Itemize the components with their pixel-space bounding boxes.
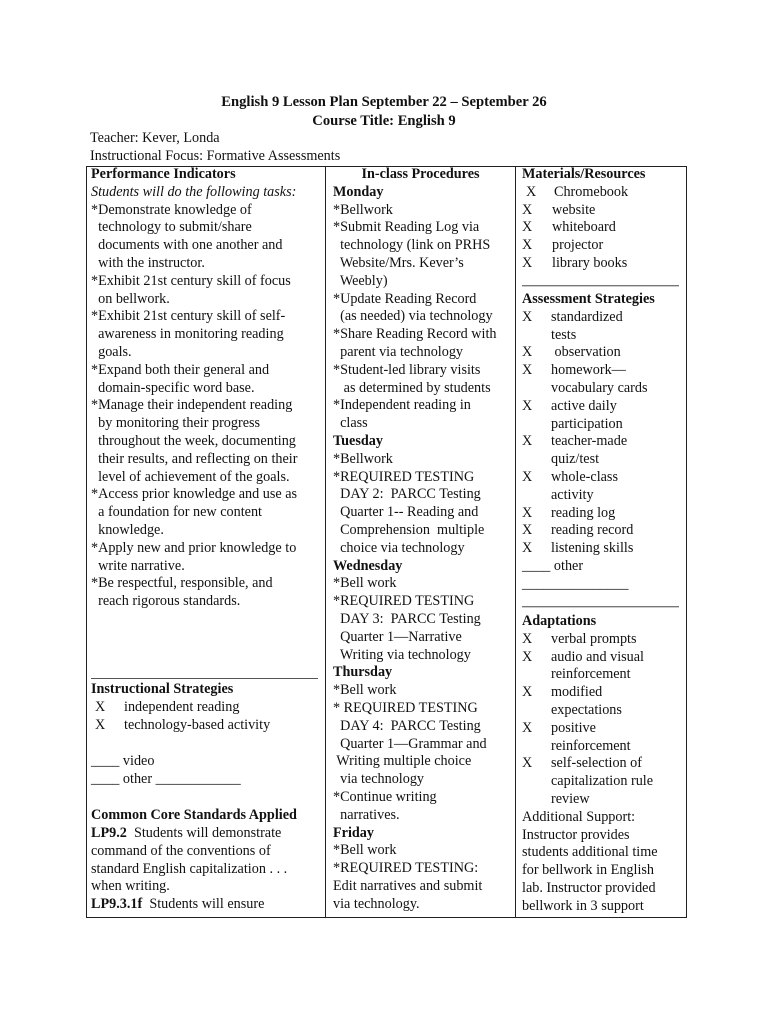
performance-line: awareness in monitoring reading [91, 326, 284, 343]
procedure-line: *Bellwork [333, 450, 393, 467]
procedure-line: Edit narratives and submit [333, 878, 483, 894]
procedure-line: *REQUIRED TESTING [333, 593, 475, 610]
assessment-label: whole-class [551, 469, 618, 485]
support-line: Additional Support: [522, 808, 636, 825]
support-line: Instructor provides [522, 826, 630, 843]
assessment-label: vocabulary cards [551, 380, 648, 396]
material-label: whiteboard [552, 219, 616, 236]
strategy-label: independent reading [124, 698, 240, 715]
adaptation-label: capitalization rule [551, 773, 654, 790]
day-heading: Tuesday [333, 433, 383, 449]
strategy-mark: X [95, 716, 106, 733]
standard-text: Students will demonstrate [126, 825, 282, 841]
support-line: for bellwork in English [522, 862, 655, 879]
performance-heading: Performance Indicators [91, 166, 236, 182]
strategies-heading: Instructional Strategies [91, 681, 234, 697]
adaptation-label: reinforcement [551, 666, 631, 683]
material-label: website [552, 201, 596, 218]
procedure-line: Weebly) [333, 272, 388, 289]
assessment-label: participation [551, 415, 623, 432]
procedure-line: choice via technology [333, 539, 465, 556]
assessment-label: reading log [551, 504, 616, 521]
procedure-line: (as needed) via technology [333, 308, 493, 325]
adaptation-mark: X [522, 630, 533, 647]
performance-line: goals. [91, 344, 132, 360]
procedure-line: class [333, 415, 368, 432]
adaptation-label: reinforcement [551, 737, 631, 754]
material-mark: X [526, 183, 537, 200]
performance-line: on bellwork. [91, 290, 170, 307]
performance-line: *Access prior knowledge and use as [91, 486, 298, 503]
teacher-line: Teacher: Kever, Londa [90, 130, 220, 146]
procedure-line: Comprehension multiple [333, 522, 485, 538]
focus-line: Instructional Focus: Formative Assessments [90, 148, 341, 164]
strategy-mark: X [95, 698, 106, 715]
assessment-label: activity [551, 486, 594, 503]
procedure-line: DAY 4: PARCC Testing [333, 717, 481, 734]
standard-code: LP9.3.1f [91, 896, 143, 913]
performance-line: technology to submit/share [91, 219, 252, 236]
day-heading: Friday [333, 824, 374, 841]
material-label: projector [552, 237, 604, 254]
day-heading: Monday [333, 183, 384, 200]
performance-line: domain-specific word base. [91, 379, 255, 396]
performance-line: *Exhibit 21st century skill of focus [91, 272, 291, 289]
performance-line: throughout the week, documenting [91, 433, 296, 449]
adaptations-heading: Adaptations [522, 613, 597, 629]
procedure-line: *Share Reading Record with [333, 326, 497, 343]
procedure-line: *Submit Reading Log via [333, 219, 480, 236]
assessment-label: reading record [551, 522, 634, 539]
performance-line: documents with one another and [91, 237, 283, 254]
procedure-line: via technology. [333, 895, 420, 912]
material-mark: X [522, 255, 533, 271]
material-mark: X [522, 237, 533, 254]
procedure-line: DAY 3: PARCC Testing [333, 611, 481, 627]
assessment-label: teacher-made [551, 433, 628, 450]
assessment-other: ____ other [522, 558, 584, 574]
section-divider [522, 606, 679, 608]
other-line: ____ other ____________ [91, 771, 241, 787]
common-core-heading: Common Core Standards Applied [91, 807, 297, 823]
adaptation-mark: X [522, 684, 533, 701]
assessment-label: quiz/test [551, 451, 600, 468]
performance-line: their results, and reflecting on their [91, 450, 298, 467]
procedure-line: narratives. [333, 806, 400, 823]
assessment-mark: X [522, 397, 533, 414]
standard-line: standard English capitalization . . . [91, 860, 288, 877]
procedure-line: as determined by students [333, 379, 491, 396]
performance-line: *Be respectful, responsible, and [91, 575, 273, 592]
standard-code: LP9.2 [91, 825, 127, 841]
performance-subheading: Students will do the following tasks: [91, 183, 297, 200]
performance-line: a foundation for new content [91, 504, 262, 521]
procedure-line: Website/Mrs. Kever’s [333, 255, 464, 271]
procedure-line: *Update Reading Record [333, 290, 477, 307]
procedure-line: parent via technology [333, 344, 464, 360]
performance-line: *Apply new and prior knowledge to [91, 539, 297, 556]
section-divider [522, 285, 679, 287]
performance-line: write narrative. [91, 557, 185, 574]
adaptation-label: audio and visual [551, 648, 644, 665]
adaptation-label: positive [551, 719, 596, 736]
assessment-mark: X [522, 433, 533, 450]
standard-line: when writing. [91, 878, 170, 895]
assessment-label: standardized [551, 308, 623, 325]
assessment-mark: X [522, 504, 533, 521]
lesson-title: English 9 Lesson Plan September 22 – September 26 [221, 94, 547, 110]
video-line: ____ video [91, 753, 155, 769]
adaptation-mark: X [522, 755, 533, 772]
procedure-line: DAY 2: PARCC Testing [333, 486, 481, 503]
strategy-label: technology-based activity [124, 716, 271, 733]
procedure-line: *Independent reading in [333, 397, 471, 414]
performance-line: with the instructor. [91, 255, 205, 271]
procedure-line: Writing via technology [333, 646, 471, 663]
performance-line: *Demonstrate knowledge of [91, 201, 252, 218]
performance-line: *Exhibit 21st century skill of self- [91, 308, 286, 325]
procedure-line: *Bellwork [333, 201, 393, 218]
procedure-line: *Continue writing [333, 789, 437, 805]
performance-line: by monitoring their progress [91, 415, 261, 432]
support-line: bellwork in 3 support [522, 897, 644, 914]
course-title: Course Title: English 9 [312, 113, 456, 129]
column-procedures [325, 166, 515, 918]
procedure-line: Quarter 1-- Reading and [333, 504, 479, 521]
day-heading: Thursday [333, 664, 393, 681]
adaptation-label: expectations [551, 702, 622, 718]
procedure-line: Writing multiple choice [333, 753, 472, 770]
assessment-mark: X [522, 308, 533, 325]
column-resources [515, 166, 687, 918]
column-performance [86, 166, 325, 918]
procedure-line: Quarter 1—Narrative [333, 628, 462, 645]
performance-line: *Expand both their general and [91, 361, 270, 378]
procedure-line: *REQUIRED TESTING [333, 468, 475, 485]
assessment-blank: _______________ [522, 575, 629, 592]
assessment-label: tests [551, 326, 577, 343]
adaptation-mark: X [522, 648, 533, 665]
standard-text: Students will ensure [142, 896, 265, 913]
assessment-label: homework— [551, 362, 626, 379]
procedure-line: technology (link on PRHS [333, 237, 491, 254]
standard-line: command of the conventions of [91, 842, 271, 859]
procedure-line: *Bell work [333, 575, 397, 592]
procedure-line: *Bell work [333, 842, 397, 859]
day-heading: Wednesday [333, 557, 403, 574]
procedure-line: *REQUIRED TESTING: [333, 860, 479, 877]
assessment-mark: X [522, 362, 533, 379]
performance-line: reach rigorous standards. [91, 593, 241, 610]
material-label: library books [552, 255, 628, 271]
material-mark: X [522, 201, 533, 218]
procedure-line: * REQUIRED TESTING [333, 700, 478, 716]
performance-line: knowledge. [91, 522, 164, 538]
assessment-label: active daily [551, 397, 617, 414]
procedure-line: *Bell work [333, 682, 397, 699]
standard-lp9-2 [91, 825, 281, 843]
material-label: Chromebook [554, 183, 629, 200]
standard-lp9-3-1f [91, 896, 264, 914]
support-line: students additional time [522, 844, 658, 861]
assessment-label: listening skills [551, 540, 634, 557]
procedure-line: Quarter 1—Grammar and [333, 735, 487, 752]
assessment-label: observation [551, 344, 621, 361]
adaptation-label: review [551, 791, 590, 807]
support-line: lab. Instructor provided [522, 880, 656, 896]
materials-heading: Materials/Resources [522, 166, 646, 182]
procedure-line: *Student-led library visits [333, 361, 481, 378]
procedures-heading: In-class Procedures [361, 166, 480, 182]
assessment-mark: X [522, 540, 533, 557]
assessment-mark: X [522, 469, 533, 485]
material-mark: X [522, 219, 533, 236]
assessment-mark: X [522, 344, 533, 361]
adaptation-label: self-selection of [551, 755, 642, 772]
adaptation-mark: X [522, 719, 533, 736]
assessment-mark: X [522, 522, 533, 539]
adaptation-label: modified [551, 684, 603, 701]
performance-line: level of achievement of the goals. [91, 468, 290, 485]
procedure-line: via technology [333, 771, 425, 788]
assessment-heading: Assessment Strategies [522, 291, 655, 307]
adaptation-label: verbal prompts [551, 630, 637, 647]
section-divider [91, 678, 318, 679]
performance-line: *Manage their independent reading [91, 397, 293, 414]
